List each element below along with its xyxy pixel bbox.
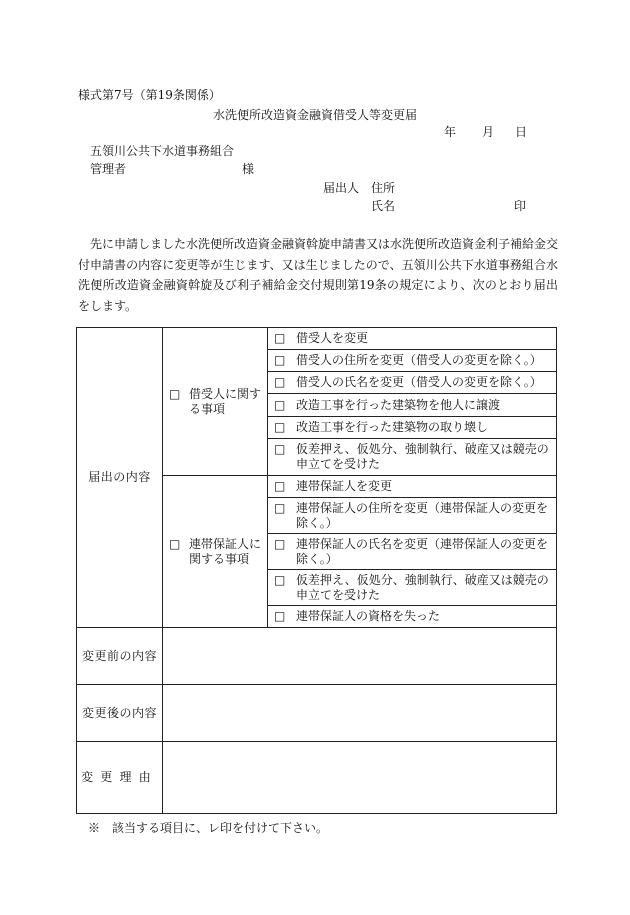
option-guarantor-name xyxy=(268,534,557,570)
option-label: 連帯保証人の住所を変更（連帯保証人の変更を除く。） xyxy=(296,500,549,530)
address-label: 住所 xyxy=(371,181,396,195)
option-building-transfer xyxy=(268,394,557,417)
option-guarantor-change xyxy=(268,476,557,498)
option-label: 改造工事を行った建築物の取り壊し xyxy=(296,420,489,434)
category-borrower xyxy=(163,328,268,476)
checkbox[interactable]: □ xyxy=(274,397,286,412)
date-month: 月 xyxy=(482,125,495,139)
option-label: 連帯保証人の氏名を変更（連帯保証人の変更を除く。） xyxy=(296,536,549,566)
form-number: 様式第7号（第19条関係） xyxy=(78,88,221,102)
checkbox[interactable]: □ xyxy=(274,500,286,515)
checkbox[interactable]: □ xyxy=(274,609,286,623)
addressee-org: 五領川公共下水道事務組合 xyxy=(90,144,235,158)
category-guarantor xyxy=(163,476,268,628)
body-paragraph: 先に申請しました水洗便所改造資金融資斡旋申請書又は水洗便所改造資金利子補給金交付申請書の内容に変更等が生じます、又は生じましたので、五領川公共下水道事務組合水洗便所改造資金融資斡旋及び利子補給金交付規則第19条の規定により、次のとおり届出をします。 xyxy=(78,237,559,313)
checkbox[interactable]: □ xyxy=(169,386,181,401)
reason-label: 変更理由 xyxy=(77,742,163,814)
before-label: 変更前の内容 xyxy=(77,628,163,685)
option-label: 借受人を変更 xyxy=(296,331,369,345)
option-borrower-name xyxy=(268,372,557,394)
option-label: 改造工事を行った建築物を他人に譲渡 xyxy=(296,397,501,412)
checkbox[interactable]: □ xyxy=(274,572,286,587)
category-label: 借受人に関する事項 xyxy=(189,386,262,416)
option-borrower-seizure xyxy=(268,439,557,476)
checkbox[interactable]: □ xyxy=(274,353,286,367)
option-label: 借受人の氏名を変更（借受人の変更を除く。） xyxy=(296,375,542,389)
after-label: 変更後の内容 xyxy=(77,685,163,742)
addressee-role: 管理者 xyxy=(90,162,127,176)
after-field[interactable] xyxy=(163,685,557,742)
content-label: 届出の内容 xyxy=(77,328,163,628)
date-year: 年 xyxy=(444,125,457,139)
checkbox[interactable]: □ xyxy=(274,331,286,345)
option-guarantor-address xyxy=(268,498,557,534)
date-day: 日 xyxy=(515,125,528,139)
option-guarantor-disqualified xyxy=(268,606,557,628)
applicant-label: 届出人 xyxy=(323,181,360,195)
checkbox[interactable]: □ xyxy=(169,536,181,551)
option-label: 仮差押え、仮処分、強制執行、破産又は競売の申立てを受けた xyxy=(296,572,549,602)
option-label: 連帯保証人の資格を失った xyxy=(296,609,441,623)
option-borrower-address xyxy=(268,350,557,372)
notification-table xyxy=(76,327,557,814)
checkbox[interactable]: □ xyxy=(274,536,286,551)
option-label: 仮差押え、仮処分、強制執行、破産又は競売の申立てを受けた xyxy=(296,442,549,471)
checkbox[interactable]: □ xyxy=(274,442,286,456)
reason-field[interactable] xyxy=(163,742,557,814)
before-field[interactable] xyxy=(163,628,557,685)
option-building-demolition xyxy=(268,417,557,439)
checkbox[interactable]: □ xyxy=(274,479,286,493)
category-label: 連帯保証人に関する事項 xyxy=(189,536,262,566)
seal-mark: 印 xyxy=(514,199,527,213)
checkbox[interactable]: □ xyxy=(274,420,286,434)
page-title: 水洗便所改造資金融資借受人等変更届 xyxy=(212,108,417,122)
option-label: 借受人の住所を変更（借受人の変更を除く。） xyxy=(296,353,542,367)
option-borrower-change xyxy=(268,328,557,350)
name-label: 氏名 xyxy=(371,199,396,213)
checkbox[interactable]: □ xyxy=(274,375,286,389)
option-guarantor-seizure xyxy=(268,570,557,606)
option-label: 連帯保証人を変更 xyxy=(296,479,393,493)
addressee-honorific: 様 xyxy=(242,162,255,176)
footnote: ※ 該当する項目に、レ印を付けて下さい。 xyxy=(88,821,329,835)
